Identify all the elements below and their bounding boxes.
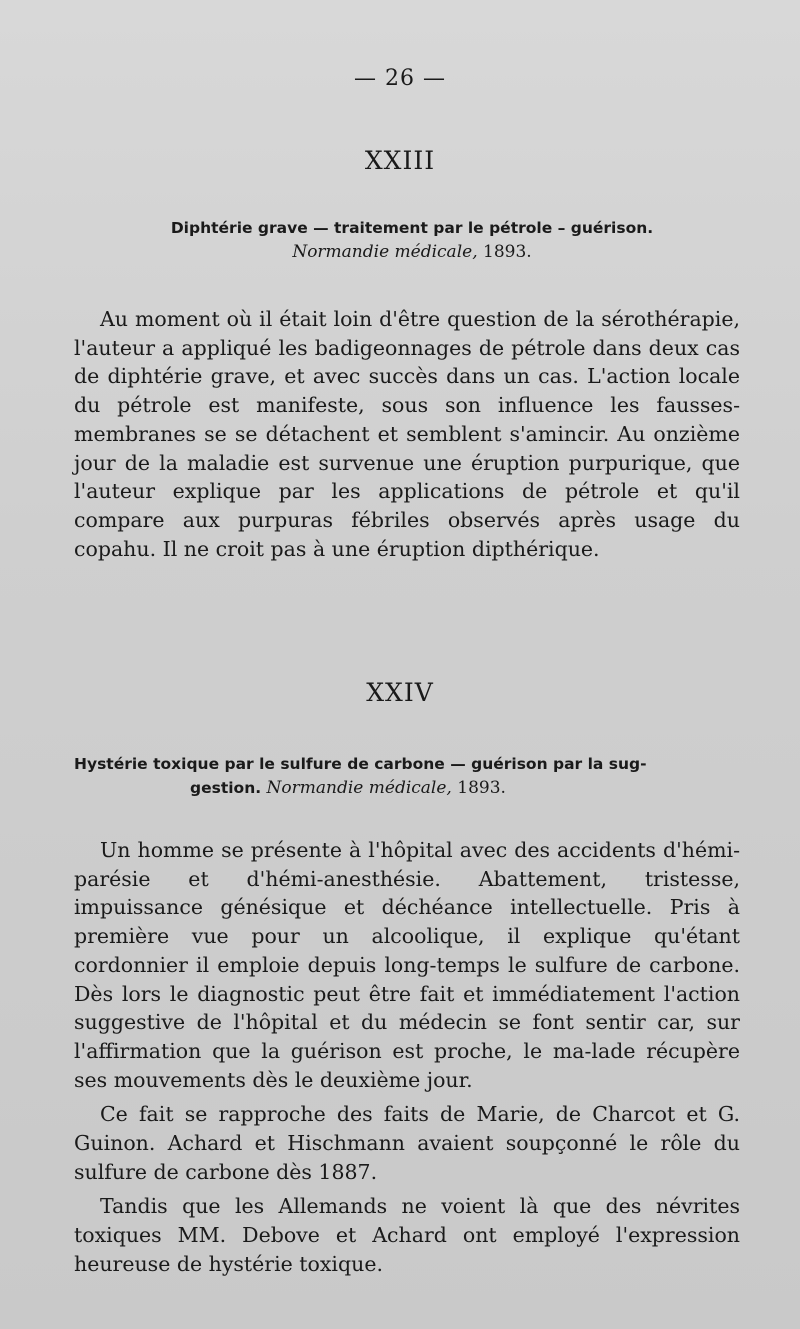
section-source-xxiii (74, 240, 750, 264)
section-numeral-xxiii: XXIII (364, 146, 436, 175)
page-number: — 26 — (354, 66, 446, 91)
paragraph: Tandis que les Allemands ne voient là que des névrites toxiques MM. Debove et Achard ont employé l'expression heureuse de hystérie toxique. (74, 1194, 740, 1276)
paragraph: Ce fait se rapproche des faits de Marie, de Charcot et G. Guinon. Achard et Hischmann avaient soupçonné le rôle du sulfure de carbone dès 1887. (74, 1102, 740, 1184)
section-heading-xxiii (74, 216, 750, 264)
section-title-xxiv: Hystérie toxique par le sulfure de carbone — guérison par la sug- (74, 755, 647, 773)
section-source-xxiv (74, 776, 750, 800)
publication-year: 1893. (457, 778, 506, 798)
section-title-xxiii: Diphtérie grave — traitement par le pétrole – guérison. (170, 219, 654, 237)
journal-name: Normandie médicale, (292, 242, 478, 262)
journal-name: Normandie médicale, (266, 778, 452, 798)
section-numeral-xxiv: XXIV (366, 678, 434, 707)
paragraph: Au moment où il était loin d'être question de la sérothérapie, l'auteur a appliqué les badigeonnages de pétrole dans deux cas de diphtérie grave, et avec succès dans un cas. L'action locale du pétrole est manifeste, sous son influence les fausses-membranes se se détachent et semblent s'amincir. Au onzième jour de la maladie est survenue une éruption purpurique, que l'auteur explique par les applications de pétrole et qu'il compare aux purpuras fébriles observés après usage du copahu. Il ne croit pas à une éruption dipthérique. (74, 307, 740, 561)
section-title-xxiv-cont: gestion. (190, 779, 262, 797)
section-body-xxiv (74, 836, 740, 1279)
publication-year: 1893. (483, 242, 532, 262)
section-heading-xxiv (74, 752, 750, 800)
section-body-xxiii (74, 305, 740, 563)
paragraph: Un homme se présente à l'hôpital avec des accidents d'hémi-parésie et d'hémi-anesthésie. Abattement, tristesse, impuissance génésique et déchéance intellectuelle. Pris à première vue pour un alcoolique, il explique qu'étant cordonnier il emploie depuis long-temps le sulfure de carbone. Dès lors le diagnostic peut être fait et immédiatement l'action suggestive de l'hôpital et du médecin se font sentir car, sur l'affirmation que la guérison est proche, le ma-lade récupère ses mouvements dès le deuxième jour. (74, 838, 740, 1092)
